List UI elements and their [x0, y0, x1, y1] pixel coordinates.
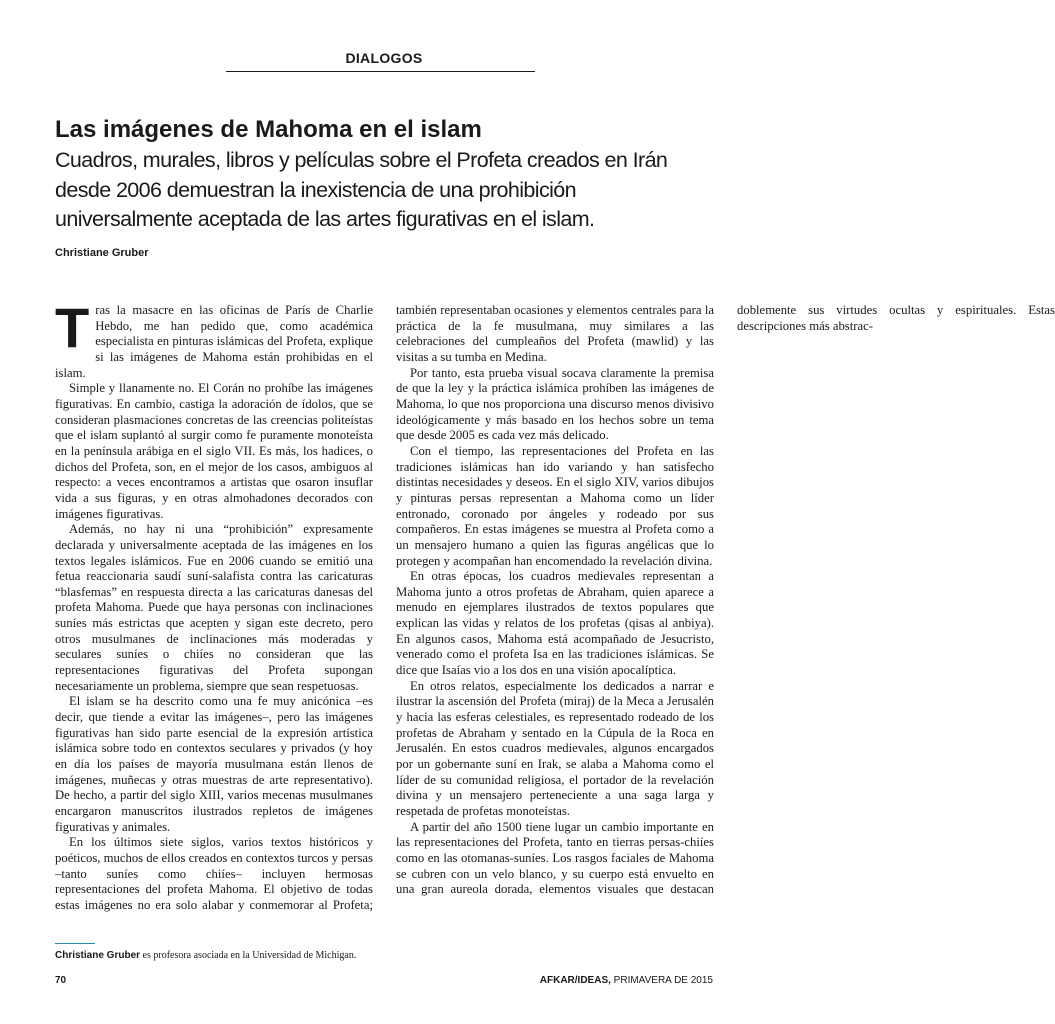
article-subtitle: Cuadros, murales, libros y películas sobre el Profeta creados en Irán desde 2006 demuestran la inexistencia de una prohibición universalmente aceptada de las artes figurativas en el islam.	[55, 148, 668, 231]
paragraph-text: ras la masacre en las oficinas de París de Charlie Hebdo, me han pedido que, como académica especialista en pinturas islámicas del Profeta, explique si las imágenes de Mahoma están prohibidas en el islam.	[55, 303, 373, 380]
footnote-text: es profesora asociada en la Universidad de Michigan.	[140, 950, 357, 961]
page-number: 70	[55, 975, 67, 986]
footnote-author-name: Christiane Gruber	[55, 950, 141, 961]
footnote-divider	[55, 943, 95, 944]
journal-footer	[540, 975, 713, 986]
article-title: Las imágenes de Mahoma en el islam	[55, 116, 482, 143]
body-paragraph: Con el tiempo, las representaciones del Profeta en las tradiciones islámicas han ido variando y han satisfecho distintas necesidades y deseos. En el siglo XIV, varios dibujos y pinturas persas representan a Mahoma como un líder entronado, coronado por ángeles y rodeado por sus compañeros. En estas imágenes se muestra al Profeta como a un mensajero humano a quien las figuras angélicas que lo protegen y acompañan han encomendado la revelación divina.	[396, 443, 714, 568]
body-paragraph: A partir del año 1500 tiene lugar un cambio importante en las representaciones del Profeta, tanto en tierras persas-chiíes como en las otomanas-suníes. Los rasgos faciales de Mahoma se cubren con un velo blanco, y su cuerpo está envuelto en una gran aureola dorada, elementos visuales que destacan doblemente sus virtudes ocultas y espirituales. Estas descripciones más abstrac-	[396, 303, 1055, 897]
journal-issue: PRIMAVERA DE 2015	[610, 975, 713, 986]
author-footnote	[55, 950, 356, 961]
body-paragraph: Simple y llanamente no. El Corán no prohíbe las imágenes figurativas. En cambio, castiga la adoración de ídolos, que se consideran plasmaciones concretas de las creencias politeístas que el islam suplantó al surgir como fe puramente monoteísta en la península arábiga en el siglo VII. Es más, los hadices, o dichos del Profeta, son, en el mejor de los casos, ambiguos al respecto: a veces encontramos a artistas que osaron insuflar vida a sus figuras, y en otras almohadones decorados con imágenes figurativas.	[55, 381, 373, 521]
drop-cap: T	[55, 296, 90, 359]
section-divider	[226, 71, 535, 72]
section-label: DIALOGOS	[345, 50, 423, 66]
body-paragraph: En otros relatos, especialmente los dedicados a narrar e ilustrar la ascensión del Profeta (miraj) de la Meca a Jerusalén y hacia las esferas celestiales, es representado rodeado de los profetas de Abraham y sentado en la Cúpula de la Roca en Jerusalén. En estos cuadros medievales, algunos encargados por un gobernante suní en Irak, se alaba a Mahoma como el líder de su comunidad religiosa, el portador de la revelación divina y un mensajero perteneciente a una saga larga y respetada de profetas monoteístas.	[396, 678, 714, 818]
body-paragraph: El islam se ha descrito como una fe muy anicónica –es decir, que tiende a evitar las imágenes–, pero las imágenes figurativas han sido parte esencial de la expresión artística islámica sobre todo en contextos seculares y privados (y hoy en día los países de mayoría musulmana están llenos de imágenes, muñecas y otras muestras de arte representativo). De hecho, a partir del siglo XIII, varios mecenas musulmanes encargaron manuscritos ilustrados repletos de imágenes figurativas y animales.	[55, 694, 373, 834]
journal-name: AFKAR/IDEAS,	[539, 975, 611, 986]
body-paragraph: En otras épocas, los cuadros medievales representan a Mahoma junto a otros profetas de Abraham, quien aparece a menudo en ejemplares ilustrados de textos populares que explican las vidas y relatos de los profetas (qisas al anbiya). En algunos casos, Mahoma está acompañado de Jesucristo, venerado como el profeta Isa en las tradiciones islámicas. Se dice que Isaías vio a los dos en una visión apocalíptica.	[396, 569, 714, 678]
body-paragraph: Además, no hay ni una “prohibición” expresamente declarada y universalmente aceptada de las imágenes en los textos legales islámicos. Fue en 2006 cuando se emitió una fetua reaccionaria saudí suní-salafista contra las caricaturas “blasfemas” en respuesta directa a las caricaturas danesas del profeta Mahoma. Puede que haya personas con inclinaciones suníes más estrictas que acepten y sigan este decreto, pero otros musulmanes de inclinaciones más moderadas y seculares suníes o chiíes no consideran que las representaciones figurativas del Profeta supongan necesariamente un problema, siempre que sean respetuosas.	[55, 522, 373, 693]
body-paragraph: Por tanto, esta prueba visual socava claramente la premisa de que la ley y la práctica islámica prohíben las imágenes de Mahoma, lo que nos proporciona una discurso menos divisivo ideológicamente y más basado en los hechos sobre un tema que desde 2005 es cada vez más delicado.	[396, 365, 714, 443]
body-paragraph: En los últimos siete siglos, varios textos históricos y poéticos, muchos de ellos creados en contextos turcos y persas –tanto suníes como chiíes– incluyen hermosas representaciones del profeta Mahoma. El objetivo de todas estas imágenes no era solo alabar y conmemorar al Profeta; también representaban ocasiones y elementos centrales para la práctica de la fe musulmana, muy similares a las celebraciones del cumpleaños del Profeta (mawlid) y las visitas a su tumba en Medina.	[55, 303, 714, 912]
article-author: Christiane Gruber	[55, 247, 149, 259]
article-body	[55, 296, 1055, 928]
body-paragraph	[55, 296, 373, 381]
